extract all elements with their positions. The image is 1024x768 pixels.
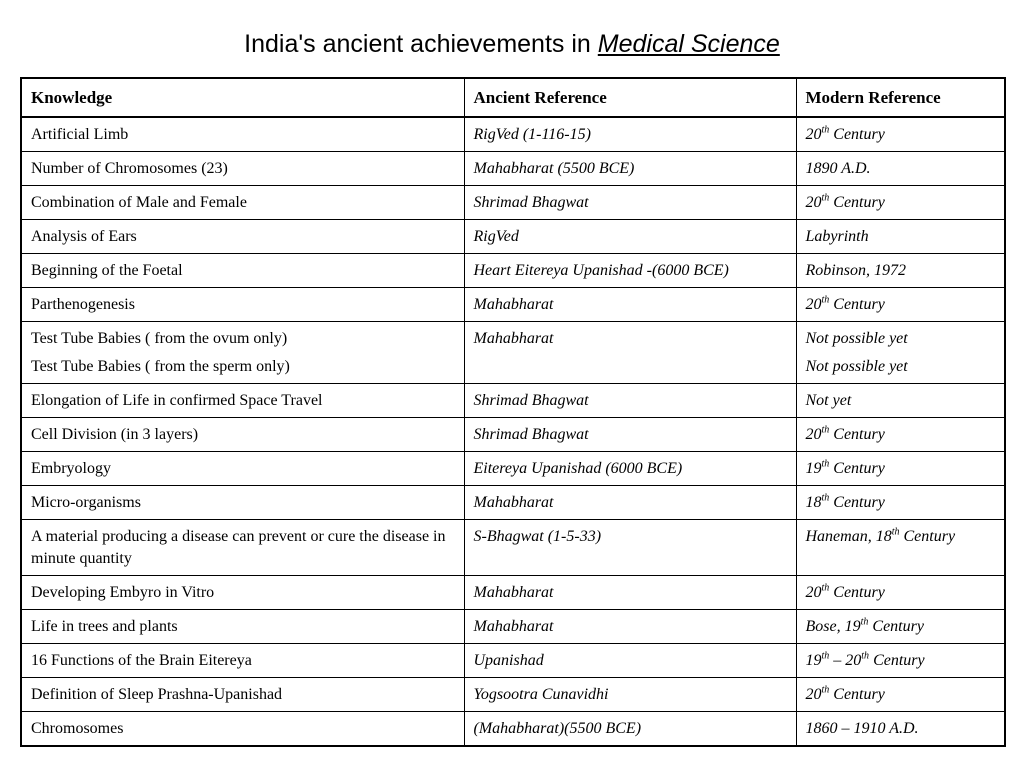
ancient-reference-cell-text: Mahabharat — [473, 330, 554, 347]
modern-reference-part: Century — [829, 494, 885, 511]
modern-reference-cell — [796, 220, 1005, 254]
modern-reference-part: 20 — [805, 296, 822, 313]
ordinal-suffix: th — [891, 526, 900, 538]
knowledge-cell — [21, 288, 464, 322]
ancient-reference-cell-text: Mahabharat — [473, 584, 554, 601]
ordinal-suffix: th — [821, 424, 830, 436]
page-title — [0, 26, 1024, 62]
ancient-reference-cell — [464, 384, 796, 418]
modern-reference-cell-text — [806, 124, 996, 146]
ancient-reference-cell-text: Eitereya Upanishad (6000 BCE) — [473, 460, 683, 477]
ancient-reference-cell-text: Mahabharat — [473, 494, 554, 511]
achievements-table — [20, 77, 1006, 747]
modern-reference-part: 20 — [805, 126, 822, 143]
ancient-reference-cell-text: S-Bhagwat (1-5-33) — [473, 528, 602, 545]
modern-reference-cell-text — [806, 582, 996, 604]
table-row — [21, 678, 1005, 712]
modern-reference-part: Century — [829, 426, 885, 443]
knowledge-cell-text: Micro-organisms — [31, 494, 141, 511]
modern-reference-cell-text — [806, 424, 996, 446]
knowledge-cell — [21, 117, 464, 152]
modern-reference-cell — [796, 254, 1005, 288]
modern-reference-part: Century — [829, 296, 885, 313]
table-row — [21, 186, 1005, 220]
modern-reference-cell — [796, 520, 1005, 576]
modern-reference-cell — [796, 452, 1005, 486]
ancient-reference-cell — [464, 418, 796, 452]
modern-reference-part: 19 — [805, 460, 822, 477]
table-row — [21, 610, 1005, 644]
knowledge-cell — [21, 384, 464, 418]
modern-reference-cell-text: 1890 A.D. — [805, 160, 871, 177]
knowledge-cell-text: Definition of Sleep Prashna-Upanishad — [31, 686, 283, 703]
modern-reference-part: Century — [829, 126, 885, 143]
ancient-reference-cell — [464, 520, 796, 576]
modern-reference-cell — [796, 712, 1005, 747]
table-row — [21, 452, 1005, 486]
table-row — [21, 520, 1005, 576]
knowledge-cell-text: Developing Embyro in Vitro — [31, 584, 215, 601]
table-row — [21, 288, 1005, 322]
ordinal-suffix: th — [821, 124, 830, 136]
knowledge-cell — [21, 254, 464, 288]
knowledge-cell — [21, 220, 464, 254]
knowledge-cell — [21, 644, 464, 678]
ancient-reference-cell — [464, 576, 796, 610]
knowledge-cell — [21, 152, 464, 186]
modern-reference-part: 18 — [805, 494, 822, 511]
modern-reference-cell — [796, 486, 1005, 520]
modern-reference-cell — [796, 576, 1005, 610]
table-row — [21, 418, 1005, 452]
table-row — [21, 576, 1005, 610]
ancient-reference-cell — [464, 117, 796, 152]
knowledge-cell-text: Parthenogenesis — [31, 296, 135, 313]
table-body — [21, 117, 1005, 746]
modern-reference-cell-text — [806, 526, 996, 548]
ancient-reference-cell-text: RigVed — [473, 228, 519, 245]
modern-reference-part: Century — [869, 652, 925, 669]
modern-reference-part: Century — [899, 528, 956, 545]
table-row — [21, 254, 1005, 288]
modern-reference-part: 20 — [805, 686, 822, 703]
modern-reference-cell — [796, 678, 1005, 712]
modern-reference-cell — [796, 186, 1005, 220]
modern-reference-cell — [796, 610, 1005, 644]
table-row — [21, 117, 1005, 152]
modern-reference-cell-text: 1860 – 1910 A.D. — [805, 720, 919, 737]
ancient-reference-cell-text: Heart Eitereya Upanishad -(6000 BCE) — [473, 262, 729, 279]
ordinal-suffix: th — [821, 684, 830, 696]
knowledge-cell-text: Embryology — [31, 460, 111, 477]
modern-reference-cell-text: Not possible yet — [805, 358, 908, 375]
ordinal-suffix: th — [821, 492, 830, 504]
ancient-reference-cell — [464, 644, 796, 678]
ancient-reference-cell-text: Shrimad Bhagwat — [473, 194, 589, 211]
modern-reference-part: Century — [829, 686, 885, 703]
knowledge-cell — [21, 712, 464, 747]
knowledge-cell-text: Analysis of Ears — [31, 228, 137, 245]
modern-reference-cell — [796, 644, 1005, 678]
modern-reference-cell — [796, 152, 1005, 186]
knowledge-cell — [21, 610, 464, 644]
ancient-reference-cell — [464, 288, 796, 322]
knowledge-cell-text: Combination of Male and Female — [31, 194, 247, 211]
modern-reference-cell-text — [806, 492, 996, 514]
modern-reference-cell-text: Not yet — [805, 392, 852, 409]
modern-reference-cell — [796, 384, 1005, 418]
table-row — [21, 220, 1005, 254]
ordinal-suffix: th — [821, 458, 830, 470]
modern-reference-part: Century — [829, 460, 885, 477]
modern-reference-cell-text — [806, 650, 996, 672]
modern-reference-cell-text — [806, 192, 996, 214]
modern-reference-part: 20 — [805, 584, 822, 601]
modern-reference-cell-text — [806, 616, 996, 638]
ancient-reference-cell — [464, 186, 796, 220]
ordinal-suffix: th — [860, 616, 869, 628]
knowledge-cell — [21, 418, 464, 452]
column-header-ancient-reference: Ancient Reference — [464, 78, 796, 117]
ancient-reference-cell-text: Shrimad Bhagwat — [473, 392, 589, 409]
ancient-reference-cell — [464, 152, 796, 186]
ordinal-suffix: th — [821, 582, 830, 594]
knowledge-cell — [21, 678, 464, 712]
ancient-reference-cell-text: (Mahabharat)(5500 BCE) — [473, 720, 642, 737]
knowledge-cell-text: Test Tube Babies ( from the ovum only) — [31, 330, 288, 347]
table-row — [21, 712, 1005, 747]
knowledge-cell — [21, 486, 464, 520]
knowledge-cell — [21, 322, 464, 384]
modern-reference-part: 20 — [805, 194, 822, 211]
ordinal-suffix: th — [821, 192, 830, 204]
table-row — [21, 322, 1005, 384]
modern-reference-cell — [796, 322, 1005, 384]
page-title-emphasis: Medical Science — [597, 30, 780, 58]
modern-reference-part: Century — [829, 584, 885, 601]
modern-reference-part: 20 — [805, 426, 822, 443]
knowledge-cell-text: Life in trees and plants — [31, 618, 178, 635]
page-title-prefix: India's ancient achievements in — [244, 30, 591, 58]
knowledge-cell-text: Elongation of Life in confirmed Space Travel — [31, 392, 323, 409]
knowledge-cell-text: Test Tube Babies ( from the sperm only) — [31, 358, 290, 375]
modern-reference-part: Haneman, 18 — [805, 528, 892, 545]
ancient-reference-cell — [464, 452, 796, 486]
knowledge-cell — [21, 576, 464, 610]
ancient-reference-cell — [464, 486, 796, 520]
ancient-reference-cell — [464, 322, 796, 384]
modern-reference-cell-text: Robinson, 1972 — [805, 262, 906, 279]
ancient-reference-cell — [464, 220, 796, 254]
ancient-reference-cell-text: Shrimad Bhagwat — [473, 426, 589, 443]
ordinal-suffix: th — [821, 650, 830, 662]
ancient-reference-cell — [464, 254, 796, 288]
modern-reference-cell — [796, 418, 1005, 452]
knowledge-cell-text: Number of Chromosomes (23) — [31, 160, 228, 177]
column-header-knowledge: Knowledge — [21, 78, 464, 117]
table-row — [21, 152, 1005, 186]
modern-reference-cell — [796, 117, 1005, 152]
modern-reference-cell-text: Not possible yet — [805, 330, 908, 347]
ancient-reference-cell-text: Mahabharat — [473, 296, 554, 313]
modern-reference-part: – 20 — [829, 652, 862, 669]
knowledge-cell — [21, 520, 464, 576]
modern-reference-part: Century — [829, 194, 885, 211]
modern-reference-cell-text: Labyrinth — [805, 228, 869, 245]
knowledge-cell-text: Cell Division (in 3 layers) — [31, 426, 199, 443]
modern-reference-cell-text — [806, 458, 996, 480]
ancient-reference-cell-text: Mahabharat (5500 BCE) — [473, 160, 635, 177]
table-header-row — [21, 78, 1005, 117]
ordinal-suffix: th — [861, 650, 870, 662]
ancient-reference-cell — [464, 610, 796, 644]
knowledge-cell-text: Chromosomes — [31, 720, 124, 737]
knowledge-cell-text: Artificial Limb — [31, 126, 129, 143]
table-row — [21, 384, 1005, 418]
ordinal-suffix: th — [821, 294, 830, 306]
ancient-reference-cell-text: Upanishad — [473, 652, 544, 669]
knowledge-cell — [21, 452, 464, 486]
modern-reference-cell — [796, 288, 1005, 322]
modern-reference-cell-text — [806, 684, 996, 706]
knowledge-cell-text: A material producing a disease can prevent or cure the disease in minute quantity — [31, 528, 446, 567]
modern-reference-cell-text — [806, 294, 996, 316]
modern-reference-part: Bose, 19 — [805, 618, 861, 635]
modern-reference-part: 19 — [805, 652, 822, 669]
ancient-reference-cell-text: RigVed (1-116-15) — [473, 126, 591, 143]
table-row — [21, 486, 1005, 520]
knowledge-cell — [21, 186, 464, 220]
knowledge-cell-text: 16 Functions of the Brain Eitereya — [31, 652, 252, 669]
column-header-modern-reference: Modern Reference — [796, 78, 1005, 117]
ancient-reference-cell-text: Yogsootra Cunavidhi — [473, 686, 609, 703]
ancient-reference-cell-text: Mahabharat — [473, 618, 554, 635]
modern-reference-part: Century — [868, 618, 924, 635]
knowledge-cell-text: Beginning of the Foetal — [31, 262, 183, 279]
table-row — [21, 644, 1005, 678]
ancient-reference-cell — [464, 712, 796, 747]
ancient-reference-cell — [464, 678, 796, 712]
